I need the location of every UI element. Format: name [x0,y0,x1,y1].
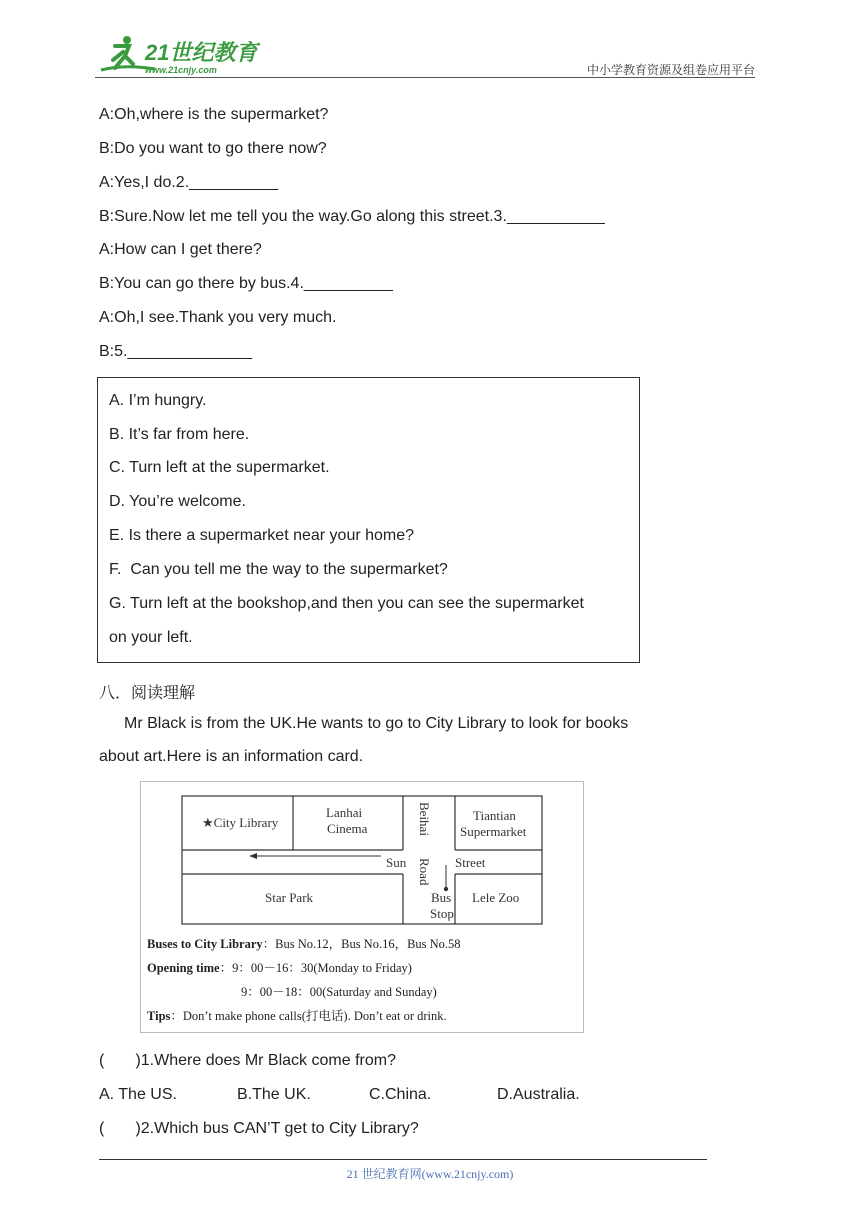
section-heading: 八．阅读理解 [99,685,196,702]
question-1-option-a: A. The US. [99,1086,177,1103]
footer-text: 21 世纪教育网(www.21cnjy.com) [346,1167,514,1181]
question-1-option-b: B.The UK. [237,1086,311,1103]
info-buses [147,937,461,952]
map-label-cinema: Cinema [327,821,368,836]
option-e: E. Is there a supermarket near your home? [109,527,415,544]
map-label-city-library: ★City Library [202,815,279,830]
info-tips-value: ：Don’t make phone calls(打电话). Don’t eat or drink. [170,1009,447,1023]
question-1-option-d: D.Australia. [497,1086,580,1103]
question-2: ( )2.Which bus CAN’T get to City Library? [99,1120,419,1137]
map-label-supermarket: Supermarket [460,824,527,839]
info-buses-value: ：Bus No.12，Bus No.16，Bus No.58 [262,937,461,951]
page-header [95,32,755,78]
question-1-option-c: C.China. [369,1086,432,1103]
option-g-continued: on your left. [109,629,193,646]
map-label-lanhai: Lanhai [326,805,363,820]
map-label-stop: Stop [430,906,454,921]
info-opening-value: ：9：00－16：30(Monday to Friday) [219,961,412,975]
dialogue-line: A:Oh,where is the supermarket? [99,106,329,123]
dialogue-line: A:How can I get there? [99,241,262,258]
map-label-lele-zoo: Lele Zoo [472,890,520,905]
info-buses-label: Buses to City Library [147,937,263,951]
logo-21cnjy [95,32,265,76]
dialogue-line: B:You can go there by bus.4.__________ [99,275,393,292]
passage-line: about art.Here is an information card. [99,748,364,765]
header-platform-text: 中小学教育资源及组卷应用平台 [586,63,755,77]
info-tips [147,1009,447,1024]
footer-divider [99,1159,707,1160]
info-opening-label: Opening time [147,961,220,975]
info-opening-weekend: 9：00－18：00(Saturday and Sunday) [241,985,437,999]
information-card [140,781,584,1033]
dialogue-line: B:5.______________ [99,343,253,360]
options-box [97,377,640,663]
option-b: B. It’s far from here. [109,426,250,443]
option-g: G. Turn left at the bookshop,and then you can see the supermarket [109,595,584,612]
dialogue-line: A:Oh,I see.Thank you very much. [99,309,337,326]
map-label-beihai: Beihai [417,802,432,836]
question-1: ( )1.Where does Mr Black come from? [99,1052,396,1069]
option-d: D. You’re welcome. [109,493,246,510]
dialogue-line: B:Do you want to go there now? [99,140,327,157]
map-label-tiantian: Tiantian [473,808,516,823]
svg-text:www.21cnjy.com: www.21cnjy.com [145,65,217,75]
dialogue-line: A:Yes,I do.2.__________ [99,174,279,191]
svg-text:21世纪教育: 21世纪教育 [145,40,258,65]
option-a: A. I’m hungry. [109,392,207,409]
info-opening [147,961,412,976]
map-label-sun: Sun [386,855,407,870]
option-f: F. Can you tell me the way to the supermarket? [109,561,448,578]
map-label-street: Street [455,855,486,870]
map-label-star-park: Star Park [265,890,314,905]
passage-line: Mr Black is from the UK.He wants to go to City Library to look for books [124,715,629,732]
info-tips-label: Tips [147,1009,171,1023]
street-map [181,795,544,927]
dialogue-line: B:Sure.Now let me tell you the way.Go along this street.3.___________ [99,208,605,225]
header-divider [95,77,755,78]
map-label-road: Road [417,858,432,886]
option-c: C. Turn left at the supermarket. [109,459,330,476]
map-label-bus: Bus [431,890,452,905]
